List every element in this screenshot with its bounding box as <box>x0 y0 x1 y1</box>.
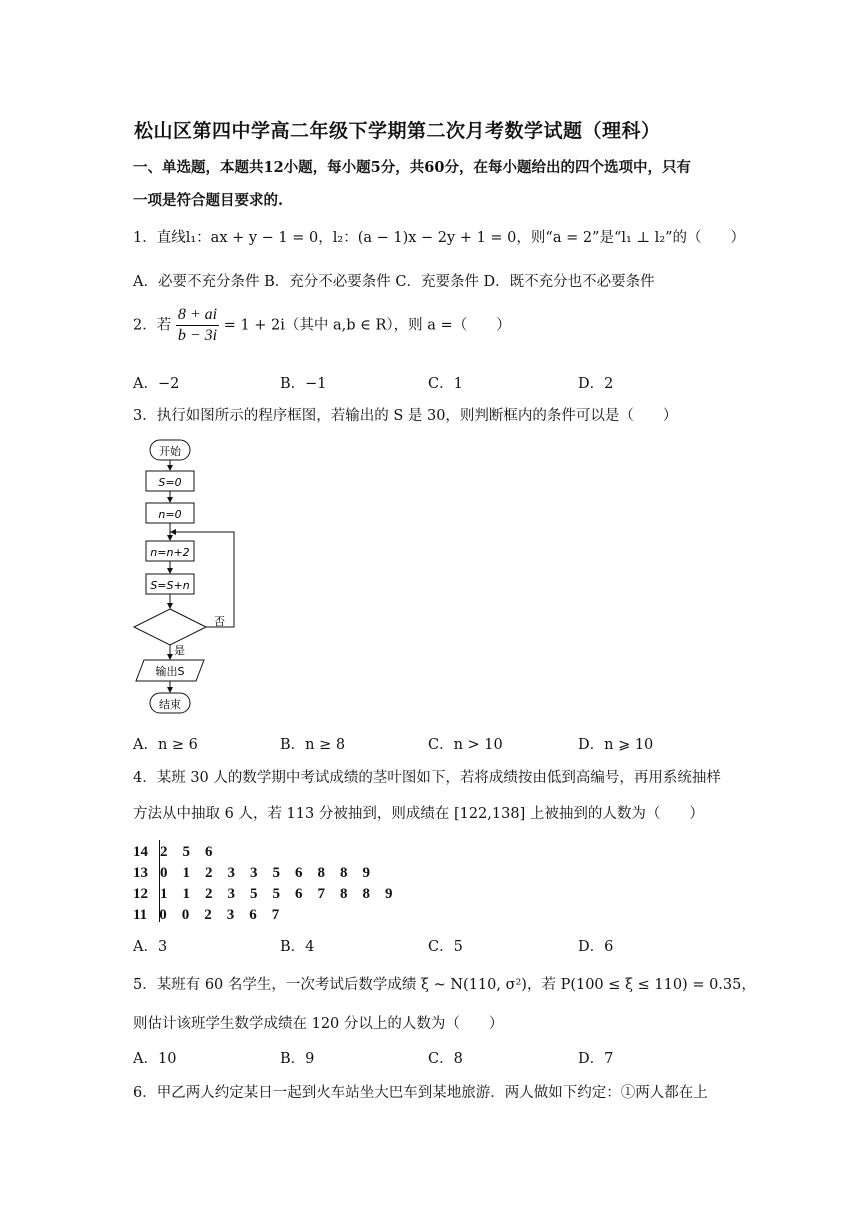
flow-accumulate-label: S=S+n <box>150 579 190 592</box>
question-5-option-d: D．7 <box>578 1051 614 1067</box>
stem-row-11 <box>133 903 279 924</box>
question-3-option-a: A．n ≥ 6 <box>133 737 198 753</box>
section-instructions-line2: 一项是符合题目要求的. <box>133 192 284 209</box>
question-3-option-c: C．n > 10 <box>428 737 503 753</box>
question-5-option-c: C．8 <box>428 1051 463 1067</box>
leaf-values: 0 0 2 3 6 7 <box>159 907 280 923</box>
question-4-option-a: A．3 <box>133 939 168 955</box>
flow-no-label: 否 <box>214 615 225 628</box>
flow-init-n-label: n=0 <box>158 508 182 521</box>
question-2-option-b: B．−1 <box>280 376 327 392</box>
stem-leaf-plot <box>133 840 393 924</box>
question-4-option-d: D．6 <box>578 939 614 955</box>
leaf-values: 0 1 2 3 3 5 6 8 8 9 <box>160 865 371 881</box>
leaf-values: 2 5 6 <box>160 844 213 860</box>
page-title: 松山区第四中学高二年级下学期第二次月考数学试题（理科） <box>134 120 661 142</box>
flow-init-s-label: S=0 <box>158 476 182 489</box>
stem-row-12 <box>133 882 393 903</box>
stem-value: 11 <box>133 907 148 923</box>
question-3-option-d: D．n ⩾ 10 <box>578 737 654 753</box>
question-6-line1: 6．甲乙两人约定某日一起到火车站坐大巴车到某地旅游．两人做如下约定：①两人都在上 <box>133 1085 708 1101</box>
stem-value: 13 <box>133 865 148 881</box>
question-2-option-a: A．−2 <box>133 376 180 392</box>
question-1 <box>133 228 745 248</box>
fraction-denominator: b − 3i <box>177 327 218 344</box>
stem-value: 12 <box>133 886 148 902</box>
question-2-prefix: 2．若 <box>133 317 172 334</box>
section-instructions-line1: 一、单选题，本题共12小题，每小题5分，共60分，在每小题给出的四个选项中，只有 <box>133 159 691 176</box>
question-2-fraction <box>176 305 219 346</box>
question-2-rest: = 1 + 2i（其中 a,b ∈ R），则 a =（ ） <box>223 317 511 334</box>
fraction-numerator: 8 + ai <box>176 305 219 326</box>
question-5-line2: 则估计该班学生数学成绩在 120 分以上的人数为（ ） <box>133 1016 504 1032</box>
question-4-option-b: B．4 <box>280 939 315 955</box>
flow-start-label: 开始 <box>159 445 181 458</box>
stem-value: 14 <box>133 844 148 860</box>
question-5-line1: 5．某班有 60 名学生，一次考试后数学成绩 ξ ~ N(110, σ²)，若 P(100 ≤ ξ ≤ 110) = 0.35， <box>133 977 756 993</box>
question-4-line2: 方法从中抽取 6 人，若 113 分被抽到，则成绩在 [122,138] 上被抽到的人数为（ ） <box>133 806 704 822</box>
flow-increment-label: n=n+2 <box>150 546 190 559</box>
question-3: 3．执行如图所示的程序框图，若输出的 S 是 30，则判断框内的条件可以是（ ） <box>133 408 678 424</box>
flow-end-label: 结束 <box>159 698 181 711</box>
question-1-options: A．必要不充分条件 B．充分不必要条件 C．充要条件 D．既不充分也不必要条件 <box>133 274 655 290</box>
question-2-option-c: C．1 <box>428 376 463 392</box>
flow-output-label: 输出S <box>155 665 185 678</box>
question-5-option-b: B．9 <box>280 1051 315 1067</box>
question-1-text: l₁：ax + y − 1 = 0，l₂：(a − 1)x − 2y + 1 = 0，则“a = 2”是“l₁ ⊥ l₂”的（ ） <box>185 230 746 246</box>
flow-yes-label: 是 <box>174 644 185 657</box>
question-4-option-c: C．5 <box>428 939 463 955</box>
leaf-values: 1 1 2 3 5 5 6 7 8 8 9 <box>160 886 393 902</box>
question-5-option-a: A．10 <box>133 1051 177 1067</box>
question-1-prefix: 1．直线 <box>133 230 186 246</box>
flow-decision <box>134 609 206 645</box>
question-3-option-b: B．n ≥ 8 <box>280 737 346 753</box>
stem-row-13 <box>133 861 370 882</box>
stem-row-14 <box>133 840 213 861</box>
flowchart <box>128 434 248 724</box>
question-4-line1: 4．某班 30 人的数学期中考试成绩的茎叶图如下，若将成绩按由低到高编号，再用系统抽样 <box>133 770 721 786</box>
question-2 <box>133 305 511 346</box>
question-2-option-d: D．2 <box>578 376 614 392</box>
